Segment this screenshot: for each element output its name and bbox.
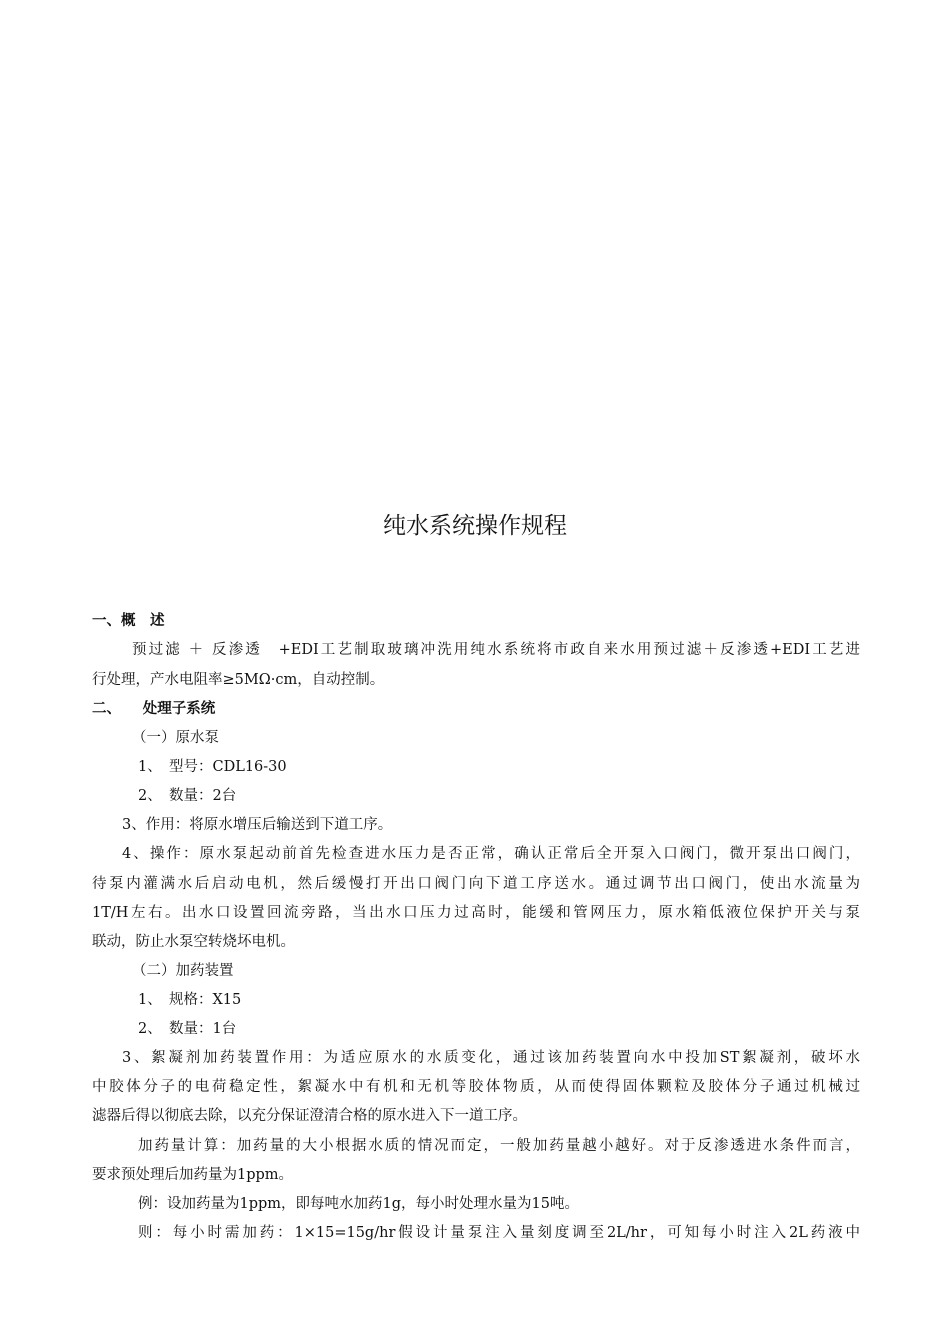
paragraph-line: 待泵内灌满水后启动电机，然后缓慢打开出口阀门向下道工序送水。通过调节出口阀门，使出水流量为: [92, 876, 860, 892]
list-item: 3、作用：将原水增压后输送到下道工序。: [122, 817, 393, 833]
document-title: 纯水系统操作规程: [383, 513, 567, 539]
paragraph-line: 则：每小时需加药：1×15=15g/hr假设计量泵注入量刻度调至2L/hr，可知每小时注入2L药液中: [138, 1225, 860, 1241]
list-item: 1、 规格：X15: [138, 992, 242, 1008]
paragraph-line: 联动，防止水泵空转烧坏电机。: [92, 934, 295, 950]
subsection-heading: （二）加药装置: [132, 963, 234, 979]
list-item: 2、 数量：1台: [138, 1021, 237, 1037]
paragraph-line: 要求预处理后加药量为1ppm。: [92, 1167, 294, 1183]
paragraph-line: 预过滤 ＋ 反渗透 +EDI工艺制取玻璃冲洗用纯水系统将市政自来水用预过滤＋反渗透+EDI工艺进: [132, 642, 860, 658]
paragraph-line: 行处理，产水电阻率≥5MΩ·cm，自动控制。: [92, 672, 385, 688]
paragraph-line: 中胶体分子的电荷稳定性，絮凝水中有机和无机等胶体物质，从而使得固体颗粒及胶体分子通过机械过: [92, 1079, 860, 1095]
paragraph-line: 4、操作：原水泵起动前首先检查进水压力是否正常，确认正常后全开泵入口阀门，微开泵出口阀门，: [122, 846, 860, 862]
paragraph-line: 滤器后得以彻底去除，以充分保证澄清合格的原水进入下一道工序。: [92, 1108, 527, 1124]
section-heading-subsystems: 二、 处理子系统: [92, 701, 216, 717]
list-item: 1、 型号：CDL16-30: [138, 759, 287, 775]
subsection-heading: （一）原水泵: [132, 730, 219, 746]
paragraph-line: 加药量计算：加药量的大小根据水质的情况而定，一般加药量越小越好。对于反渗透进水条件而言，: [138, 1138, 860, 1154]
paragraph-line: 3、絮凝剂加药装置作用：为适应原水的水质变化，通过该加药装置向水中投加ST絮凝剂，破坏水: [122, 1050, 860, 1066]
list-item: 2、 数量：2台: [138, 788, 237, 804]
paragraph-line: 例：设加药量为1ppm，即每吨水加药1g，每小时处理水量为15吨。: [138, 1196, 579, 1212]
section-heading-overview: 一、概 述: [92, 613, 165, 629]
paragraph-line: 1T/H左右。出水口设置回流旁路，当出水口压力过高时，能缓和管网压力，原水箱低液位保护开关与泵: [92, 905, 860, 921]
